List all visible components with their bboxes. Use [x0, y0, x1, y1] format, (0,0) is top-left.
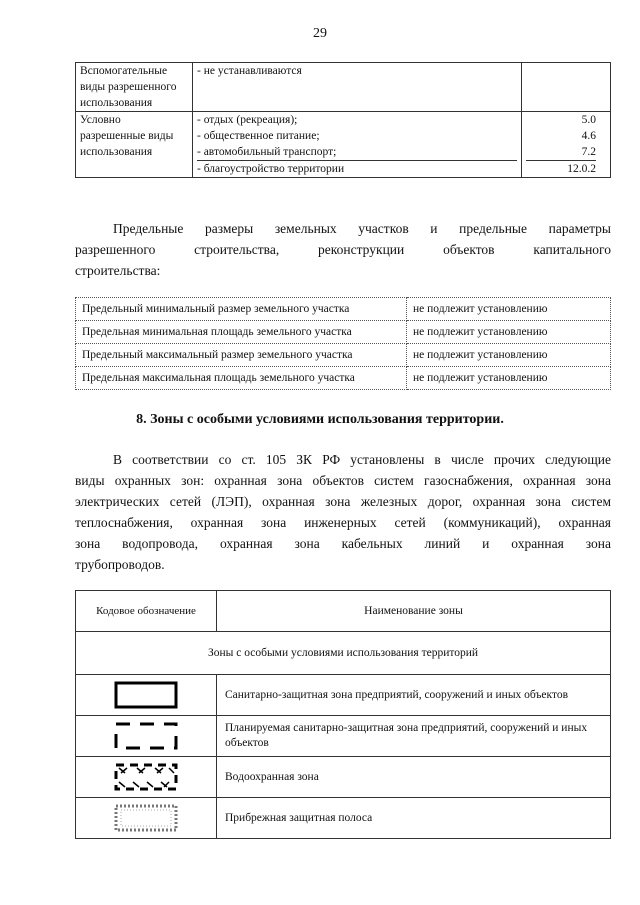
table-header-row [76, 591, 611, 632]
header-code: Кодовое обозначение [76, 591, 217, 632]
solid-frame-icon [113, 680, 179, 710]
header-name: Наименование зоны [217, 591, 611, 632]
usage-code: 5.0 [581, 114, 596, 126]
text-line: разрешенного строительства, реконструкции объектов капитального [75, 242, 611, 257]
usage-code: 4.6 [581, 130, 596, 142]
usage-item: - благоустройство территории [197, 160, 517, 177]
text-line: трубопроводов. [75, 557, 165, 572]
usage-item: - общественное питание; [197, 130, 320, 142]
zone-name: Прибрежная защитная полоса [217, 798, 611, 839]
text-line: теплоснабжения, охранная зона инженерных сетей (коммуникаций), охранная [75, 515, 611, 530]
usage-item: - автомобильный транспорт; [197, 146, 337, 158]
usage-table [75, 62, 611, 178]
zone-symbol-cell [76, 675, 217, 716]
table-section-row [76, 632, 611, 675]
text-line: Предельные размеры земельных участков и предельные параметры [113, 221, 611, 236]
limit-value: не подлежит установлению [407, 344, 611, 367]
limit-value: не подлежит установлению [407, 367, 611, 390]
usage-code: 7.2 [581, 146, 596, 158]
table-row [76, 321, 611, 344]
limits-table [75, 297, 611, 390]
table-row [76, 298, 611, 321]
usage-code: 12.0.2 [526, 160, 596, 177]
table-row [76, 63, 611, 112]
zones-table [75, 590, 611, 839]
table-row [76, 757, 611, 798]
limit-value: не подлежит установлению [407, 298, 611, 321]
section-title: Зоны с особыми условиями использования территорий [76, 632, 611, 675]
usage-codes [522, 112, 611, 178]
limits-intro [75, 218, 611, 281]
usage-label: Условно разрешенные виды использования [76, 112, 193, 178]
zone-name: Водоохранная зона [217, 757, 611, 798]
usage-item: - отдых (рекреация); [197, 114, 298, 126]
usage-items [193, 63, 522, 112]
table-row [76, 344, 611, 367]
zone-symbol-cell [76, 757, 217, 798]
usage-items [193, 112, 522, 178]
text-line: строительства: [75, 263, 161, 278]
usage-label: Вспомогательные виды разрешенного использования [76, 63, 193, 112]
table-row [76, 798, 611, 839]
limit-param: Предельный максимальный размер земельного участка [76, 344, 407, 367]
dotted-frame-icon [113, 803, 179, 833]
zone-name: Санитарно-защитная зона предприятий, сооружений и иных объектов [217, 675, 611, 716]
usage-item: - не устанавливаются [197, 65, 302, 77]
section8-paragraph [75, 449, 611, 575]
text-line: электрических сетей (ЛЭП), охранная зона железных дорог, охранная зона систем [75, 494, 611, 509]
zone-symbol-cell [76, 798, 217, 839]
usage-codes [522, 63, 611, 112]
text-line: зона водопровода, охранная зона кабельных линий и охранная зона [75, 536, 611, 551]
limit-param: Предельный минимальный размер земельного участка [76, 298, 407, 321]
limit-param: Предельная максимальная площадь земельного участка [76, 367, 407, 390]
limit-param: Предельная минимальная площадь земельного участка [76, 321, 407, 344]
section-heading: 8. Зоны с особыми условиями использования территории. [136, 412, 504, 427]
dashed-frame-icon [113, 721, 179, 751]
table-row [76, 716, 611, 757]
table-row [76, 367, 611, 390]
zone-symbol-cell [76, 716, 217, 757]
hatched-frame-icon [113, 762, 179, 792]
text-line: В соответствии со ст. 105 ЗК РФ установлены в числе прочих следующие [113, 452, 611, 467]
page-number: 29 [313, 26, 327, 41]
table-row [76, 675, 611, 716]
table-row [76, 112, 611, 178]
limit-value: не подлежит установлению [407, 321, 611, 344]
zone-name: Планируемая санитарно-защитная зона предприятий, сооружений и иных объектов [217, 716, 611, 757]
text-line: виды охранных зон: охранная зона объектов систем газоснабжения, охранная зона [75, 473, 611, 488]
